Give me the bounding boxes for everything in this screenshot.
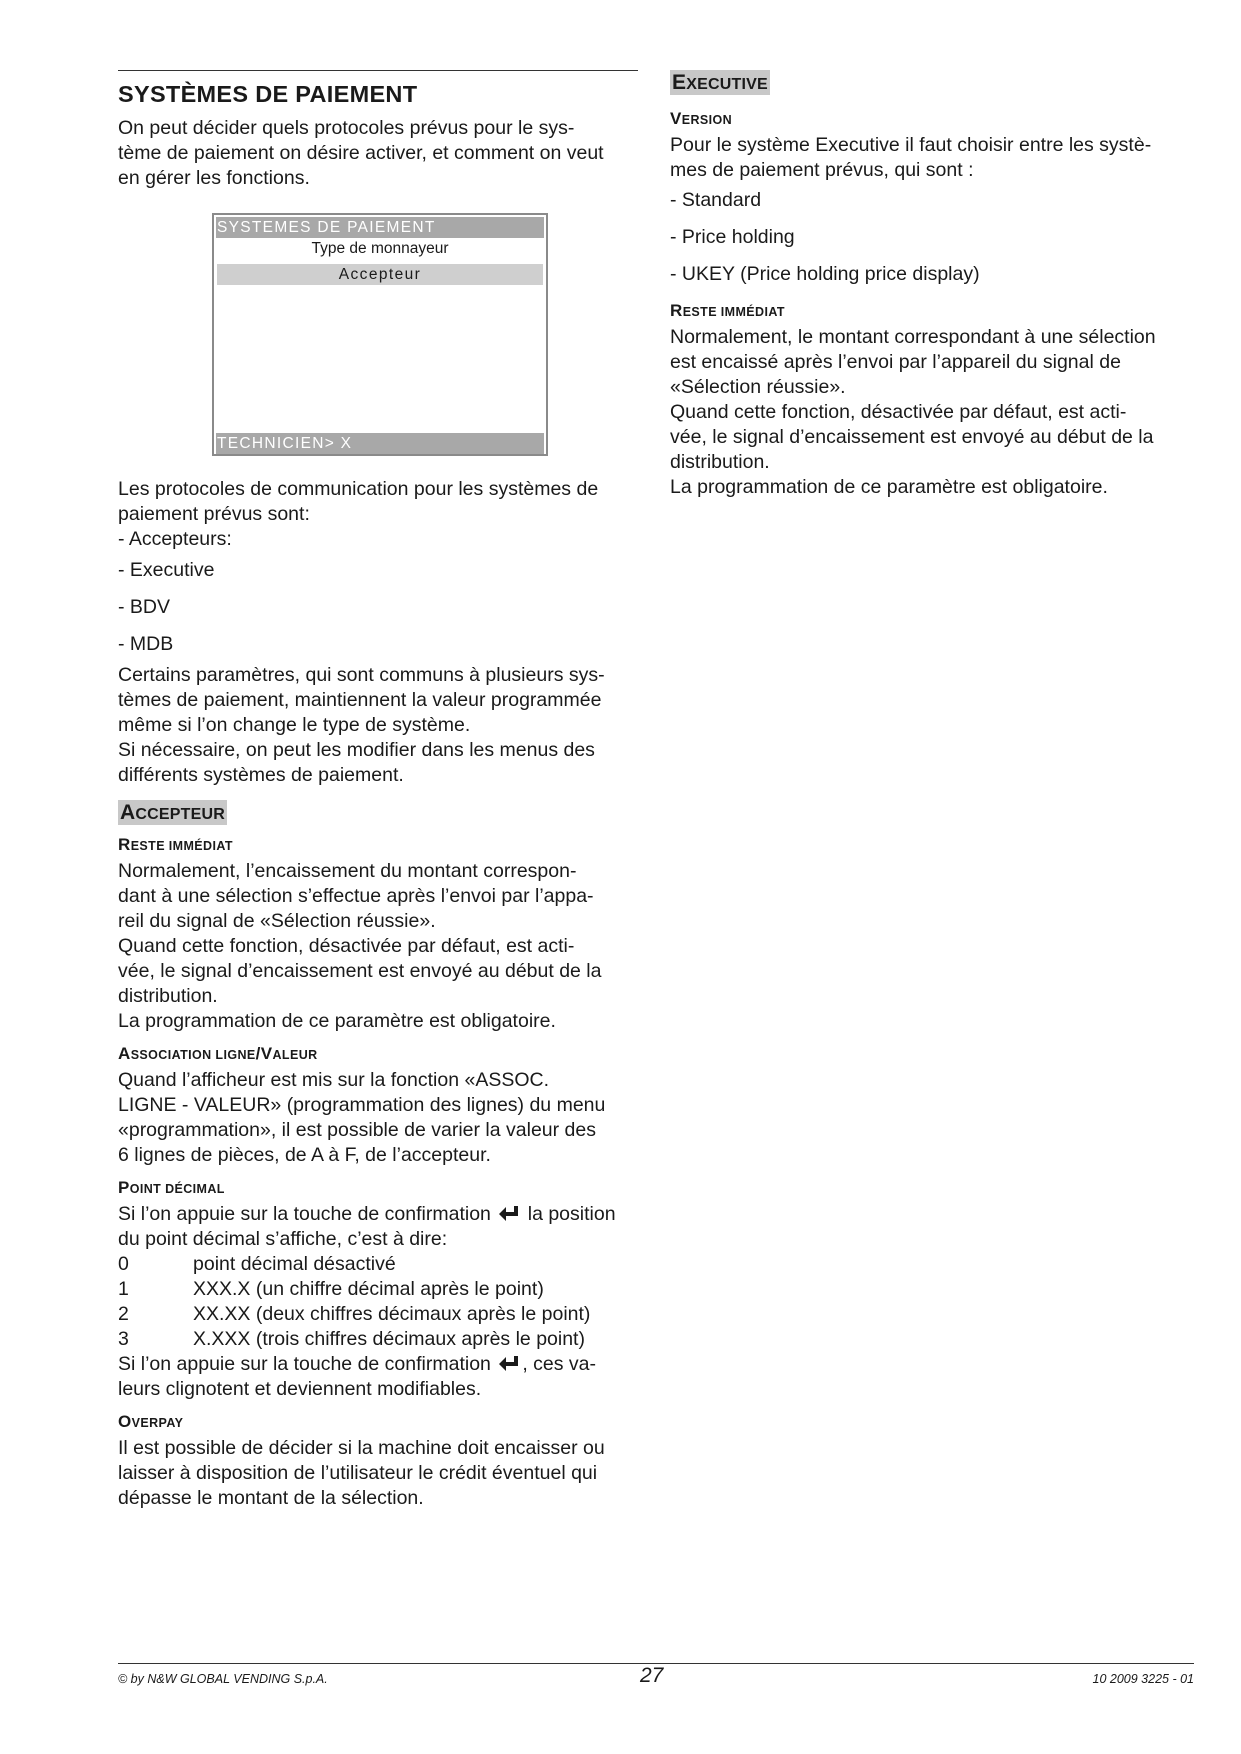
subtitle-association: ASSOCIATION LIGNE/VALEUR bbox=[118, 1044, 318, 1063]
association-paragraph bbox=[118, 1068, 638, 1168]
text-line: vée, le signal d’encaissement est envoyé au début de la bbox=[118, 960, 602, 982]
decimal-option-row: 1 XXX.X (un chiffre décimal après le point) bbox=[118, 1278, 544, 1300]
footer-copyright: © by N&W GLOBAL VENDING S.p.A. bbox=[118, 1672, 328, 1686]
subtitle-version: VERSION bbox=[670, 109, 733, 128]
text-line: distribution. bbox=[670, 451, 770, 473]
text-line: Il est possible de décider si la machine doit encaisser ou bbox=[118, 1437, 605, 1459]
page-number: 27 bbox=[640, 1664, 664, 1687]
subtitle-overpay: OVERPAY bbox=[118, 1412, 184, 1431]
text-line: dant à une sélection s’effectue après l’envoi par l’appa- bbox=[118, 885, 594, 907]
subtitle-reste-immediat: RESTE IMMÉDIAT bbox=[670, 301, 785, 320]
list-item: - Executive bbox=[118, 559, 215, 581]
section-title-executive: EXECUTIVE bbox=[672, 71, 768, 94]
text-line: dépasse le montant de la sélection. bbox=[118, 1487, 424, 1509]
text-line: différents systèmes de paiement. bbox=[118, 764, 404, 786]
point-paragraph bbox=[118, 1202, 638, 1402]
text-line: tèmes de paiement, maintiennent la valeur programmée bbox=[118, 689, 602, 711]
enter-key-icon bbox=[498, 1205, 520, 1223]
text-line: distribution. bbox=[118, 985, 218, 1007]
common-params-paragraph bbox=[118, 663, 638, 788]
left-column bbox=[118, 70, 638, 1511]
text-line: Quand cette fonction, désactivée par défaut, est acti- bbox=[118, 935, 575, 957]
text-line: même si l’on change le type de système. bbox=[118, 714, 471, 736]
display-screen bbox=[212, 213, 548, 456]
text-line: Certains paramètres, qui sont communs à plusieurs sys- bbox=[118, 664, 605, 686]
text-line: Les protocoles de communication pour les systèmes de bbox=[118, 478, 599, 500]
text-line: Normalement, l’encaissement du montant correspon- bbox=[118, 860, 577, 882]
right-column bbox=[670, 70, 1194, 500]
text-line: - Accepteurs: bbox=[118, 528, 232, 550]
list-item: - BDV bbox=[118, 596, 171, 618]
text-line: laisser à disposition de l’utilisateur le crédit éventuel qui bbox=[118, 1462, 598, 1484]
text-line: en gérer les fonctions. bbox=[118, 167, 310, 189]
list-item: - UKEY (Price holding price display) bbox=[670, 263, 980, 285]
accepteur-section bbox=[118, 800, 638, 1511]
text-line: 6 lignes de pièces, de A à F, de l’accepteur. bbox=[118, 1144, 491, 1166]
protocols-paragraph bbox=[118, 477, 638, 552]
screen-subtitle: Type de monnayeur bbox=[311, 240, 449, 257]
text-line: tème de paiement on désire activer, et comment on veut bbox=[118, 142, 604, 164]
title-rule bbox=[118, 70, 638, 71]
intro-paragraph bbox=[118, 116, 638, 191]
text-line: Pour le système Executive il faut choisir entre les systè- bbox=[670, 134, 1152, 156]
list-item: - Standard bbox=[670, 189, 762, 211]
text-line: On peut décider quels protocoles prévus pour le sys- bbox=[118, 117, 575, 139]
page-title: SYSTÈMES DE PAIEMENT bbox=[118, 81, 418, 107]
text-line: leurs clignotent et deviennent modifiables. bbox=[118, 1378, 482, 1400]
footer-doc-code: 10 2009 3225 - 01 bbox=[1092, 1672, 1194, 1686]
text-line: «Sélection réussie». bbox=[670, 376, 846, 398]
overpay-paragraph bbox=[118, 1436, 638, 1511]
reste-paragraph bbox=[670, 325, 1194, 500]
text-line: Quand l’afficheur est mis sur la fonction «ASSOC. bbox=[118, 1069, 550, 1091]
text-line: reil du signal de «Sélection réussie». bbox=[118, 910, 436, 932]
text-line: Normalement, le montant correspondant à une sélection bbox=[670, 326, 1156, 348]
screen-selected-item: Accepteur bbox=[217, 264, 543, 285]
screen-header: SYSTEMES DE PAIEMENT bbox=[216, 217, 544, 238]
text-line: LIGNE - VALEUR» (programmation des lignes) du menu bbox=[118, 1094, 606, 1116]
reste-paragraph bbox=[118, 859, 638, 1034]
text-line: mes de paiement prévus, qui sont : bbox=[670, 159, 974, 181]
text-line: vée, le signal d’encaissement est envoyé au début de la bbox=[670, 426, 1154, 448]
text-line: du point décimal s’affiche, c’est à dire: bbox=[118, 1228, 448, 1250]
text-line: paiement prévus sont: bbox=[118, 503, 310, 525]
section-title-accepteur: ACCEPTEUR bbox=[120, 801, 225, 824]
subtitle-point-decimal: POINT DÉCIMAL bbox=[118, 1178, 225, 1197]
decimal-option-row: 3 X.XXX (trois chiffres décimaux après le point) bbox=[118, 1328, 585, 1350]
protocols-list bbox=[118, 558, 638, 657]
decimal-option-row: 2 XX.XX (deux chiffres décimaux après le point) bbox=[118, 1303, 591, 1325]
decimal-option-row: 0 point décimal désactivé bbox=[118, 1253, 396, 1275]
enter-key-icon bbox=[498, 1355, 520, 1373]
version-paragraph bbox=[670, 133, 1194, 183]
subtitle-reste-immediat: RESTE IMMÉDIAT bbox=[118, 835, 233, 854]
text-line: La programmation de ce paramètre est obligatoire. bbox=[670, 476, 1108, 498]
text-line: La programmation de ce paramètre est obligatoire. bbox=[118, 1010, 556, 1032]
text-line: Si nécessaire, on peut les modifier dans les menus des bbox=[118, 739, 595, 761]
text-line: Si l’on appuie sur la touche de confirmation , ces va- bbox=[118, 1353, 596, 1375]
text-line: «programmation», il est possible de varier la valeur des bbox=[118, 1119, 596, 1141]
text-line: Si l’on appuie sur la touche de confirmation la position bbox=[118, 1203, 616, 1225]
version-options bbox=[670, 188, 1194, 287]
list-item: - Price holding bbox=[670, 226, 795, 248]
text-line: Quand cette fonction, désactivée par défaut, est acti- bbox=[670, 401, 1127, 423]
list-item: - MDB bbox=[118, 633, 174, 655]
screen-footer: TECHNICIEN> X bbox=[216, 433, 544, 454]
text-line: est encaissé après l’envoi par l’appareil du signal de bbox=[670, 351, 1121, 373]
